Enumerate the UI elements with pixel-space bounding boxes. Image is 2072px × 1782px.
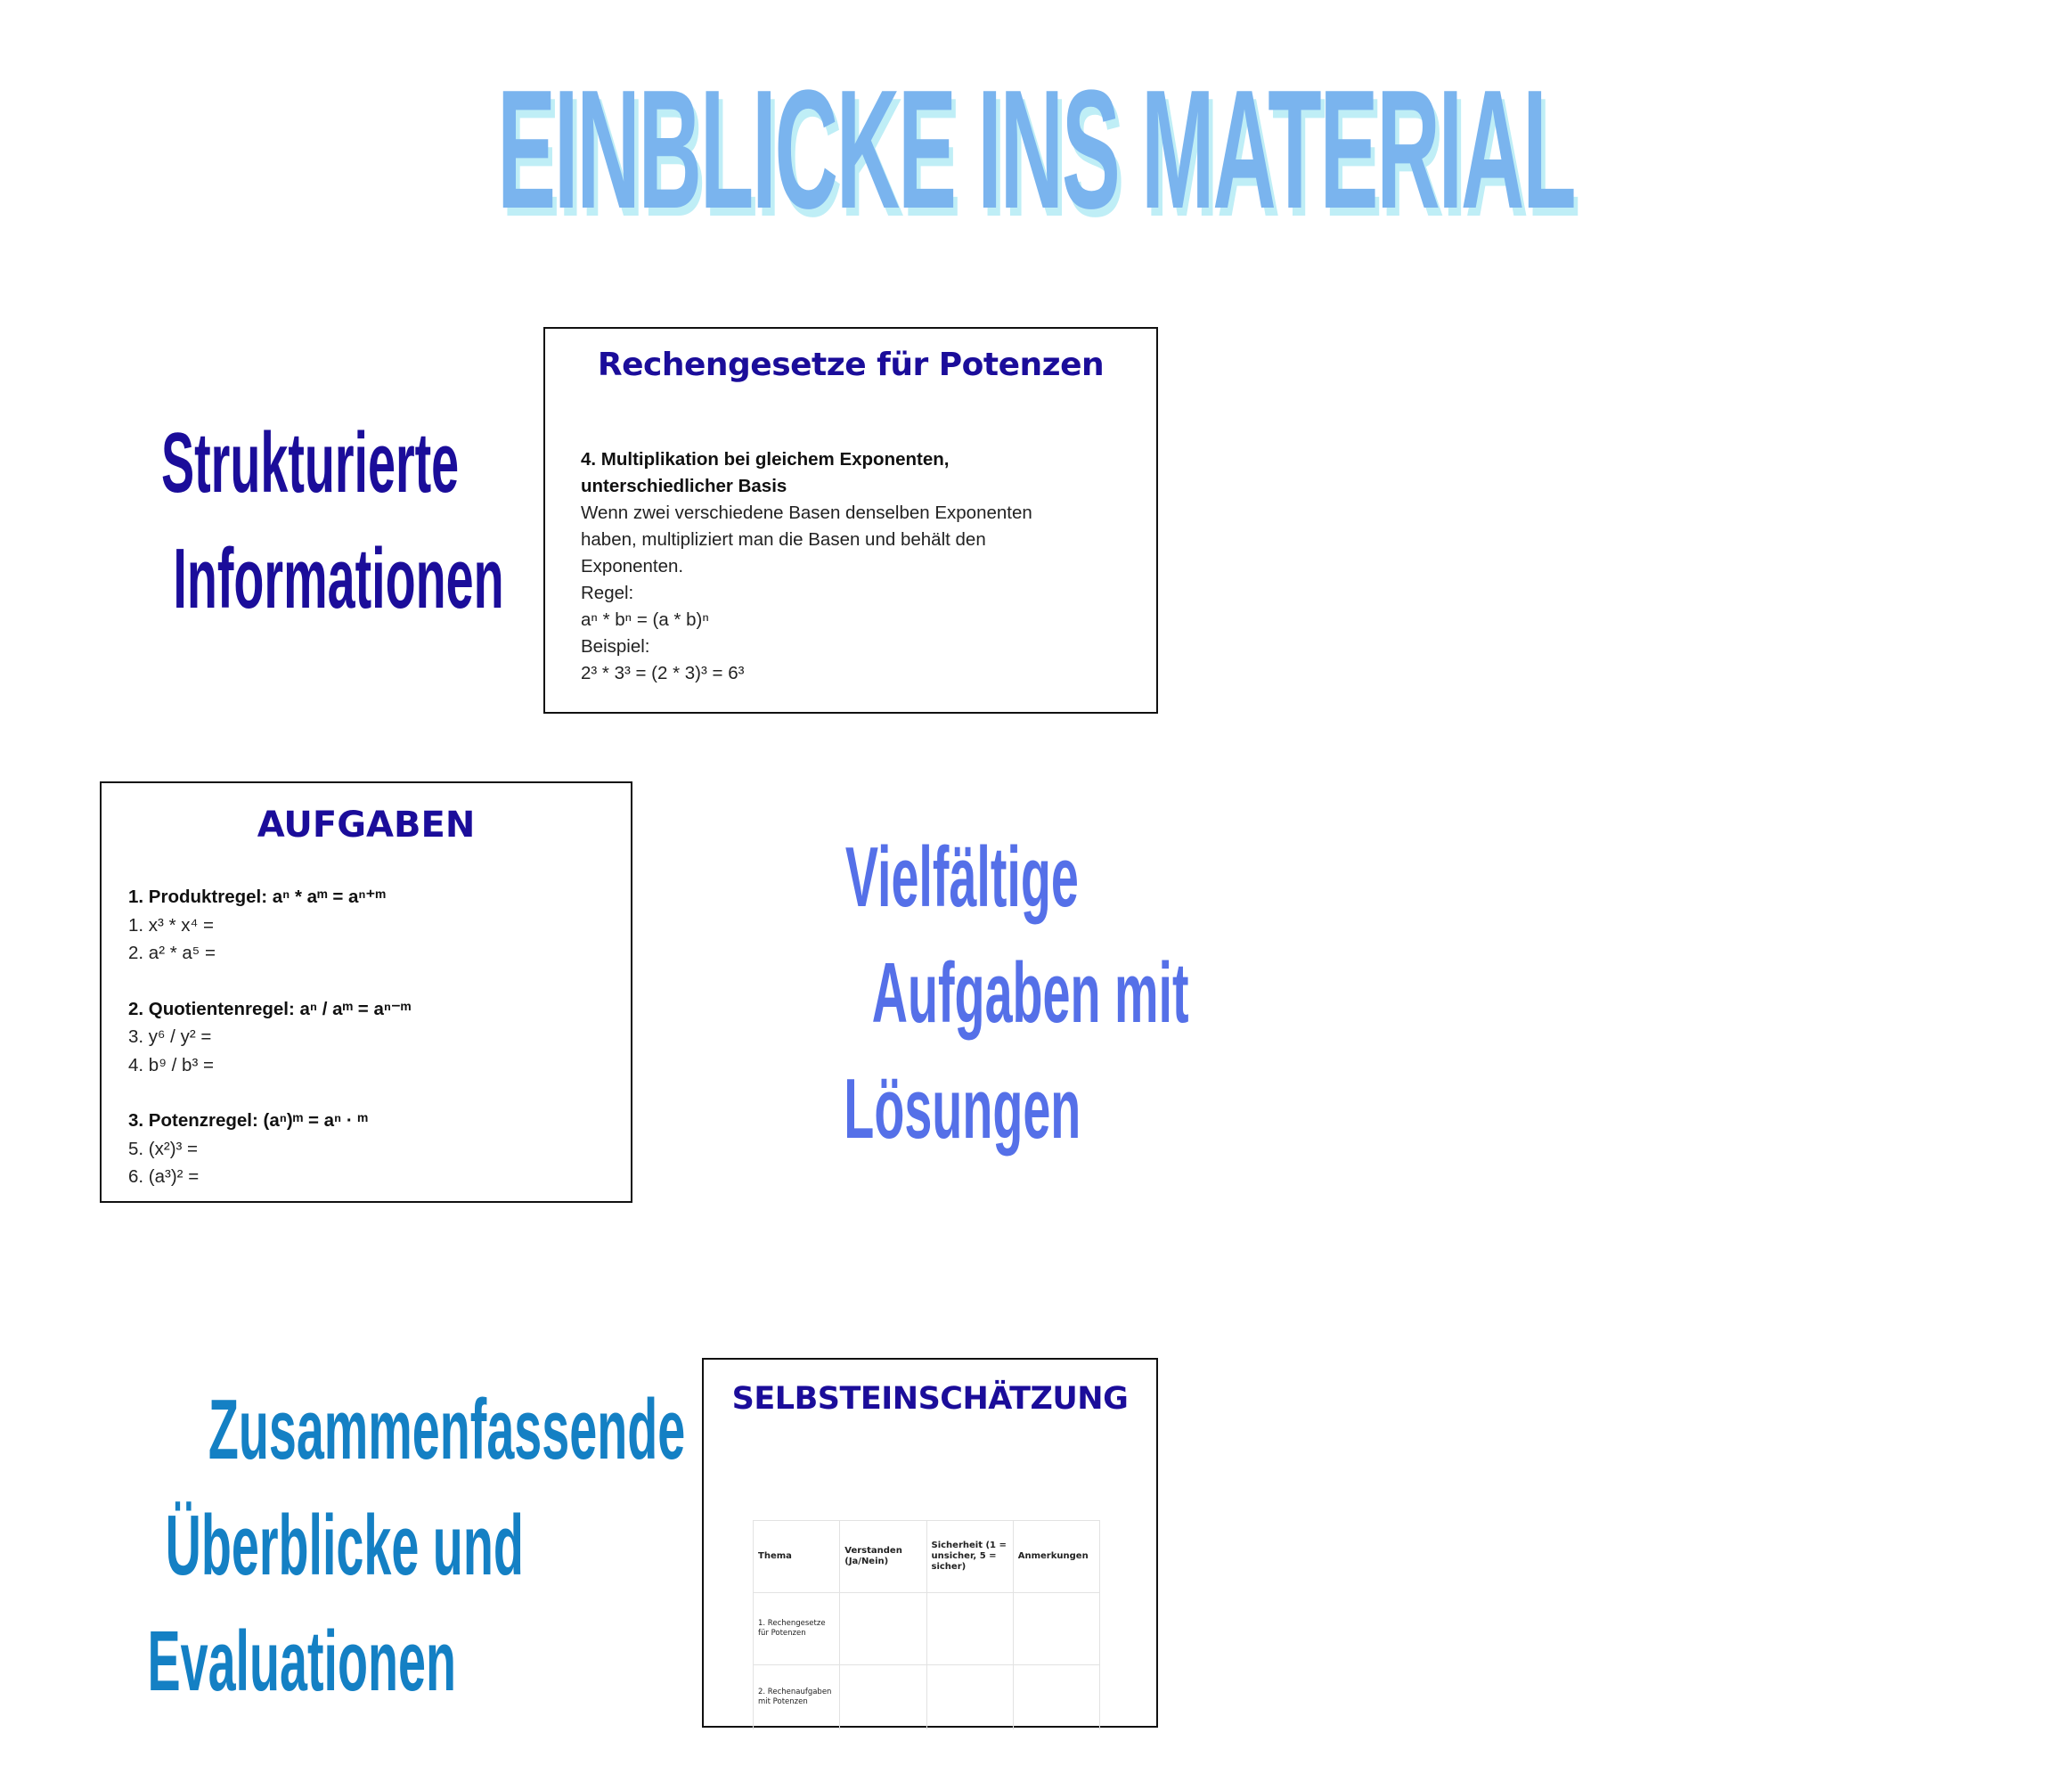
caption-line: Zusammenfassende xyxy=(208,1382,686,1477)
column-header: Sicherheit (1 = unsicher, 5 = sicher) xyxy=(926,1521,1013,1593)
tasks-card-title: AUFGABEN xyxy=(257,805,476,846)
column-header: Thema xyxy=(754,1521,840,1593)
caption-structured-information xyxy=(53,405,504,637)
caption-line: Informationen xyxy=(173,531,504,626)
tasks-preview-card xyxy=(100,781,632,1203)
column-header: Anmerkungen xyxy=(1013,1521,1099,1593)
caption-line: Evaluationen xyxy=(147,1614,457,1709)
table-cell: 1. Rechengesetze für Potenzen xyxy=(754,1593,840,1665)
rules-card-body xyxy=(581,446,1133,687)
page-title: EINBLICKE INS MATERIAL xyxy=(497,55,1575,244)
table-row xyxy=(754,1593,1100,1665)
column-header: Verstanden (Ja/Nein) xyxy=(840,1521,926,1593)
table-cell xyxy=(840,1593,926,1665)
task-section-heading: 1. Produktregel: aⁿ * aᵐ = aⁿ⁺ᵐ xyxy=(128,887,386,907)
caption-overviews-evaluations xyxy=(36,1372,686,1720)
task-item: 3. y⁶ / y² = xyxy=(128,1026,212,1047)
table-header-row xyxy=(754,1521,1100,1593)
rule-label: Regel: xyxy=(581,583,634,603)
task-item: 1. x³ * x⁴ = xyxy=(128,914,214,936)
self-card-title: SELBSTEINSCHÄTZUNG xyxy=(731,1381,1129,1417)
caption-varied-tasks xyxy=(757,820,1189,1167)
self-assessment-table xyxy=(753,1520,1100,1729)
table-cell xyxy=(1013,1665,1099,1730)
rules-preview-card xyxy=(543,327,1158,714)
caption-line: Überblicke und xyxy=(165,1498,524,1593)
rules-heading-line: 4. Multiplikation bei gleichem Exponenten, xyxy=(581,449,950,470)
rules-text-line: Exponenten. xyxy=(581,556,684,576)
caption-line: Strukturierte xyxy=(160,415,460,511)
rules-text-line: haben, multipliziert man die Basen und behält den xyxy=(581,529,986,550)
example-label: Beispiel: xyxy=(581,636,650,657)
example-formula: 2³ * 3³ = (2 * 3)³ = 6³ xyxy=(581,663,745,683)
rules-text-line: Wenn zwei verschiedene Basen denselben Exponenten xyxy=(581,503,1032,523)
task-section-heading: 2. Quotientenregel: aⁿ / aᵐ = aⁿ⁻ᵐ xyxy=(128,998,412,1019)
caption-line: Aufgaben mit xyxy=(871,945,1189,1041)
rules-heading-line: unterschiedlicher Basis xyxy=(581,476,787,496)
tasks-card-body xyxy=(128,883,609,1191)
rules-card-title: Rechengesetze für Potenzen xyxy=(597,347,1105,383)
table-cell: 2. Rechenaufgaben mit Potenzen xyxy=(754,1665,840,1730)
rule-formula: aⁿ * bⁿ = (a * b)ⁿ xyxy=(581,609,709,630)
task-section-heading: 3. Potenzregel: (aⁿ)ᵐ = aⁿ · ᵐ xyxy=(128,1110,368,1131)
caption-line: Vielfältige xyxy=(844,830,1079,925)
page-title-container xyxy=(0,55,1575,244)
spacer xyxy=(128,1079,609,1107)
table-cell xyxy=(926,1665,1013,1730)
task-item: 2. a² * a⁵ = xyxy=(128,943,216,963)
self-assessment-preview-card xyxy=(702,1358,1158,1728)
task-item: 4. b⁹ / b³ = xyxy=(128,1054,214,1075)
task-item: 5. (x²)³ = xyxy=(128,1138,199,1159)
table-cell xyxy=(926,1593,1013,1665)
table-row xyxy=(754,1665,1100,1730)
spacer xyxy=(128,968,609,995)
caption-line: Lösungen xyxy=(843,1061,1081,1157)
table-cell xyxy=(1013,1593,1099,1665)
task-item: 6. (a³)² = xyxy=(128,1166,200,1187)
table-cell xyxy=(840,1665,926,1730)
